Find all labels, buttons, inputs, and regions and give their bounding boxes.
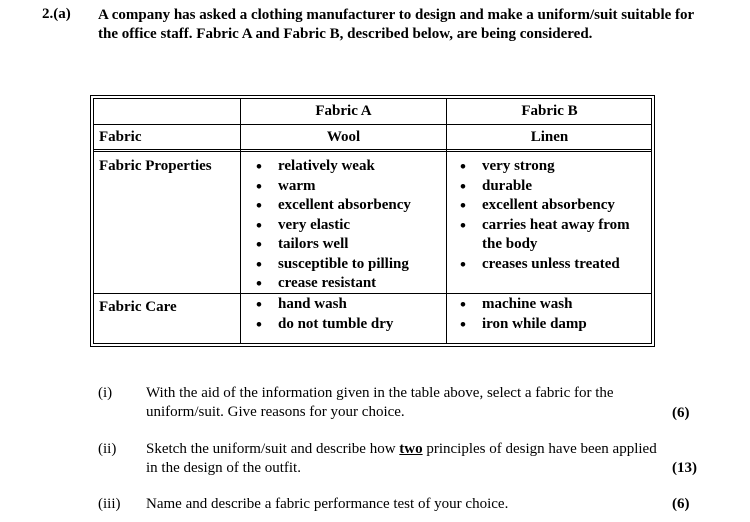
- fabric-a-care-list: [252, 295, 442, 334]
- subquestion-number: (ii): [98, 441, 117, 457]
- row-label-care: Fabric Care: [99, 299, 177, 315]
- row-label-fabric: Fabric: [99, 129, 142, 145]
- list-item: • do not tumble dry: [252, 315, 442, 335]
- header-fabric-b: Fabric B: [521, 103, 578, 119]
- subquestion-i: [0, 384, 750, 424]
- list-item: • excellent absorbency: [456, 196, 646, 216]
- subquestion-text: Name and describe a fabric performance test of your choice.: [146, 496, 509, 512]
- subquestion-iii: [0, 495, 750, 517]
- header-fabric-a: Fabric A: [315, 103, 372, 119]
- list-item: • tailors well: [252, 235, 442, 255]
- row-label-properties: Fabric Properties: [99, 158, 212, 174]
- list-item: • carries heat away from the body: [456, 216, 646, 255]
- emphasis-two: two: [399, 441, 423, 457]
- subquestion-number: (i): [98, 385, 113, 401]
- marks-label: (13): [672, 460, 697, 476]
- list-item: • relatively weak: [252, 157, 442, 177]
- list-item: • warm: [252, 177, 442, 197]
- subquestion-text: With the aid of the information given in the table above, select a fabric for the uniform/suit. Give reasons for your choice.: [146, 385, 614, 420]
- fabric-a-name: Wool: [326, 129, 361, 145]
- list-item: • crease resistant: [252, 274, 442, 294]
- list-item: • very elastic: [252, 216, 442, 236]
- fabric-b-name: Linen: [530, 129, 569, 145]
- list-item: • durable: [456, 177, 646, 197]
- fabric-b-properties-list: [456, 157, 646, 274]
- question-text: A company has asked a clothing manufacturer to design and make a uniform/suit suitable for the office staff. Fabric A and Fabric B, described below, are being considered.: [98, 7, 694, 42]
- subquestion-ii: [0, 440, 750, 480]
- subquestion-number: (iii): [98, 496, 121, 512]
- list-item: • iron while damp: [456, 315, 646, 335]
- question-number: 2.(a): [42, 6, 71, 22]
- list-item: • excellent absorbency: [252, 196, 442, 216]
- list-item: • hand wash: [252, 295, 442, 315]
- fabric-a-properties-list: [252, 157, 442, 294]
- row-divider-fabric: [93, 149, 652, 152]
- fabric-b-care-list: [456, 295, 646, 334]
- list-item: • very strong: [456, 157, 646, 177]
- subquestion-text: Sketch the uniform/suit and describe how two principles of design have been applied in the design of the outfit.: [146, 441, 657, 476]
- list-item: • susceptible to pilling: [252, 255, 442, 275]
- list-item: • creases unless treated: [456, 255, 646, 275]
- row-divider-header: [93, 124, 652, 125]
- marks-label: (6): [672, 496, 690, 512]
- list-item: • machine wash: [456, 295, 646, 315]
- marks-label: (6): [672, 405, 690, 421]
